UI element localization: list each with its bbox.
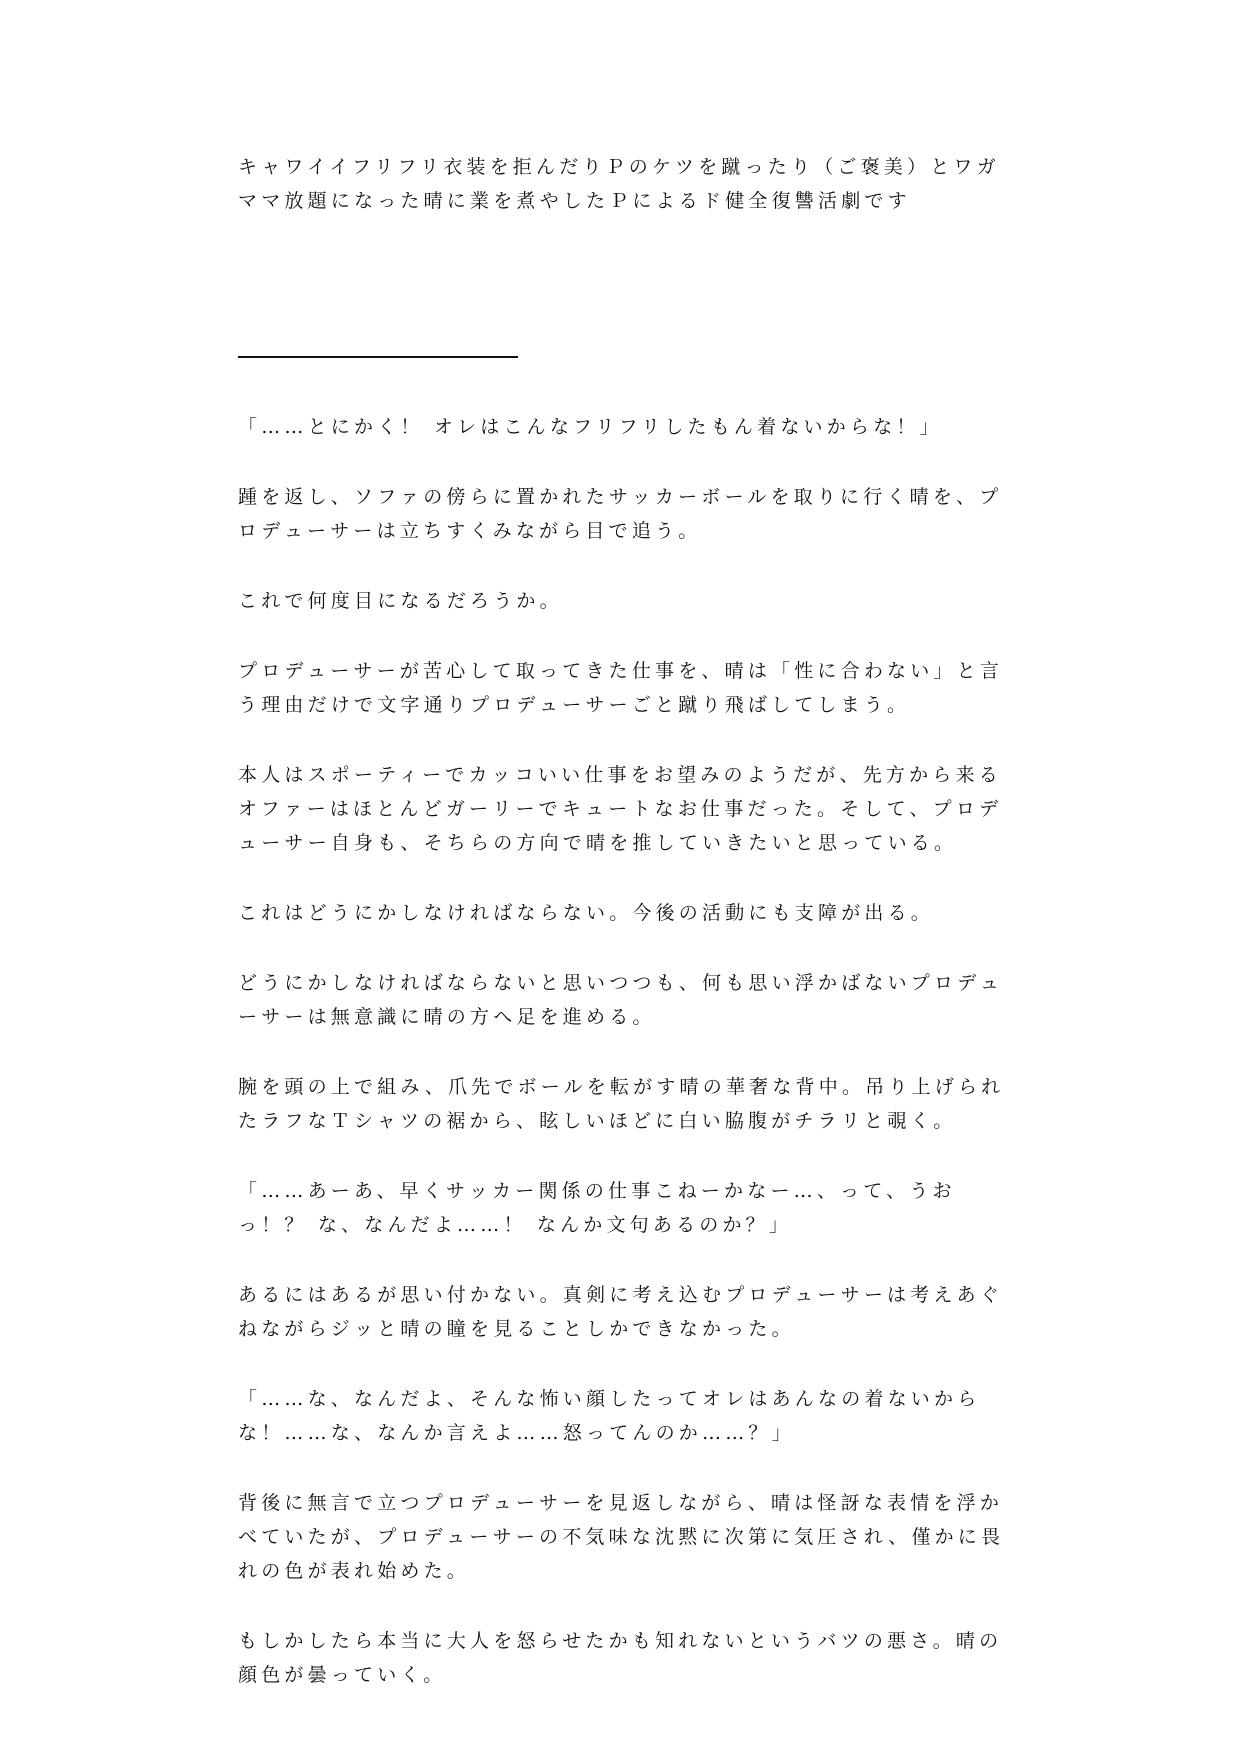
paragraph-12: 背後に無言で立つプロデューサーを見返しながら、晴は怪訝な表情を浮かべていたが、プロデューサーの不気味な沈黙に次第に気圧され、僅かに畏れの色が表れ始めた。 [238, 1492, 1005, 1582]
paragraph-1: 「……とにかく！ オレはこんなフリフリしたもん着ないからな！」 [238, 416, 943, 438]
paragraph-10: あるにはあるが思い付かない。真剣に考え込むプロデューサーは考えあぐねながらジッと晴の瞳を見ることしかできなかった。 [238, 1284, 1004, 1340]
paragraph-5: 本人はスポーティーでカッコいい仕事をお望みのようだが、先方から来るオファーはほとんどガーリーでキュートなお仕事だった。そして、プロデューサー自身も、そちらの方向で晴を推していきたいと思っている。 [238, 764, 1003, 854]
paragraph-11: 「……な、なんだよ、そんな怖い顔したってオレはあんなの着ないからな！……な、なんか言えよ……怒ってんのか……？」 [238, 1388, 981, 1444]
paragraph-8: 腕を頭の上で組み、爪先でボールを転がす晴の華奢な背中。吊り上げられたラフなＴシャツの裾から、眩しいほどに白い脇腹がチラリと覗く。 [238, 1076, 1005, 1132]
paragraph-3: これで何度目になるだろうか。 [238, 590, 563, 612]
section-divider [238, 340, 1010, 374]
document-page [238, 150, 1010, 1728]
intro-text: キャワイイフリフリ衣装を拒んだりＰのケツを蹴ったり（ご褒美）とワガママ放題になった晴に業を煮やしたＰによるド健全復讐活劇です [238, 156, 1000, 212]
divider-line [238, 356, 518, 358]
paragraph-7: どうにかしなければならないと思いつつも、何も思い浮かばないプロデューサーは無意識に晴の方へ足を進める。 [238, 972, 1004, 1028]
paragraph-6: これはどうにかしなければならない。今後の活動にも支障が出る。 [238, 902, 935, 924]
paragraph-4: プロデューサーが苦心して取ってきた仕事を、晴は「性に合わない」と言う理由だけで文字通りプロデューサーごと蹴り飛ばしてしまう。 [238, 660, 1004, 716]
paragraph-13: もしかしたら本当に大人を怒らせたかも知れないというバツの悪さ。晴の顔色が曇っていく。 [238, 1630, 1003, 1686]
paragraph-9: 「……あーあ、早くサッカー関係の仕事こねーかなー…、って、うおっ！？ な、なんだよ……！ なんか文句あるのか？」 [238, 1180, 956, 1236]
paragraph-2: 踵を返し、ソファの傍らに置かれたサッカーボールを取りに行く晴を、プロデューサーは立ちすくみながら目で追う。 [238, 486, 1003, 542]
